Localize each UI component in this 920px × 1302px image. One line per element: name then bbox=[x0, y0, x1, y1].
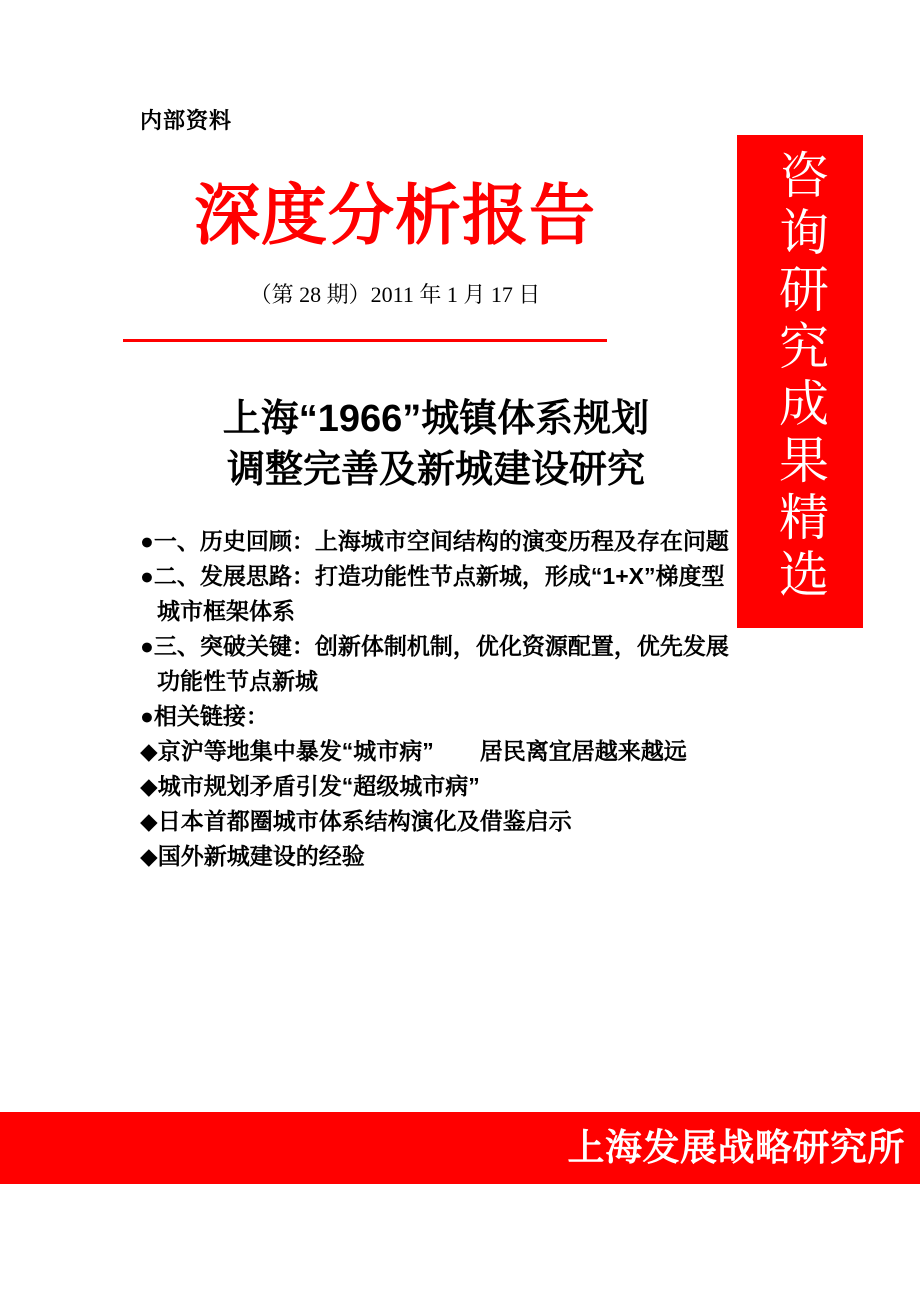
toc-item bbox=[140, 734, 760, 769]
toc-item bbox=[140, 839, 760, 874]
document-title-line1: 上海“1966”城镇体系规划 bbox=[222, 398, 650, 440]
circle-bullet-icon: ● bbox=[140, 633, 154, 659]
footer-organization: 上海发展战略研究所 bbox=[567, 1127, 905, 1168]
toc-item-text: 城市规划矛盾引发“超级城市病” bbox=[157, 773, 480, 799]
toc-item-text: 京沪等地集中暴发“城市病” 居民离宜居越来越远 bbox=[157, 738, 687, 764]
diamond-bullet-icon: ◆ bbox=[140, 808, 158, 834]
circle-bullet-icon: ● bbox=[140, 703, 154, 729]
toc-item-text: 日本首都圈城市体系结构演化及借鉴启示 bbox=[157, 808, 572, 834]
side-banner-text: 咨询研究成果精选 bbox=[772, 149, 828, 605]
toc-item bbox=[140, 769, 760, 804]
toc-item-continuation bbox=[140, 664, 760, 699]
toc-item bbox=[140, 524, 760, 559]
toc-item-text: 二、发展思路：打造功能性节点新城，形成“1+X”梯度型 bbox=[153, 563, 725, 589]
toc-item-text: 一、历史回顾：上海城市空间结构的演变历程及存在问题 bbox=[153, 528, 729, 554]
issue-date: （第 28 期）2011 年 1 月 17 日 bbox=[249, 282, 541, 307]
diamond-bullet-icon: ◆ bbox=[140, 773, 158, 799]
diamond-bullet-icon: ◆ bbox=[140, 738, 158, 764]
toc-item-text: 相关链接： bbox=[153, 703, 269, 729]
toc-item-text: 功能性节点新城 bbox=[157, 668, 318, 694]
footer-bar bbox=[0, 1112, 920, 1184]
divider-rule bbox=[123, 339, 607, 342]
circle-bullet-icon: ● bbox=[140, 563, 154, 589]
toc-list bbox=[140, 524, 760, 874]
toc-item-text: 城市框架体系 bbox=[157, 598, 295, 624]
report-title: 深度分析报告 bbox=[194, 180, 596, 253]
toc-item bbox=[140, 804, 760, 839]
toc-item bbox=[140, 629, 760, 664]
toc-item-text: 国外新城建设的经验 bbox=[157, 843, 365, 869]
toc-item bbox=[140, 559, 760, 594]
toc-item-continuation bbox=[140, 594, 760, 629]
toc-item bbox=[140, 699, 760, 734]
document-title-line2: 调整完善及新城建设研究 bbox=[226, 449, 645, 491]
circle-bullet-icon: ● bbox=[140, 528, 154, 554]
classification-label: 内部资料 bbox=[140, 108, 233, 133]
diamond-bullet-icon: ◆ bbox=[140, 843, 158, 869]
toc-item-text: 三、突破关键：创新体制机制，优化资源配置，优先发展 bbox=[153, 633, 729, 659]
side-banner bbox=[737, 135, 863, 628]
